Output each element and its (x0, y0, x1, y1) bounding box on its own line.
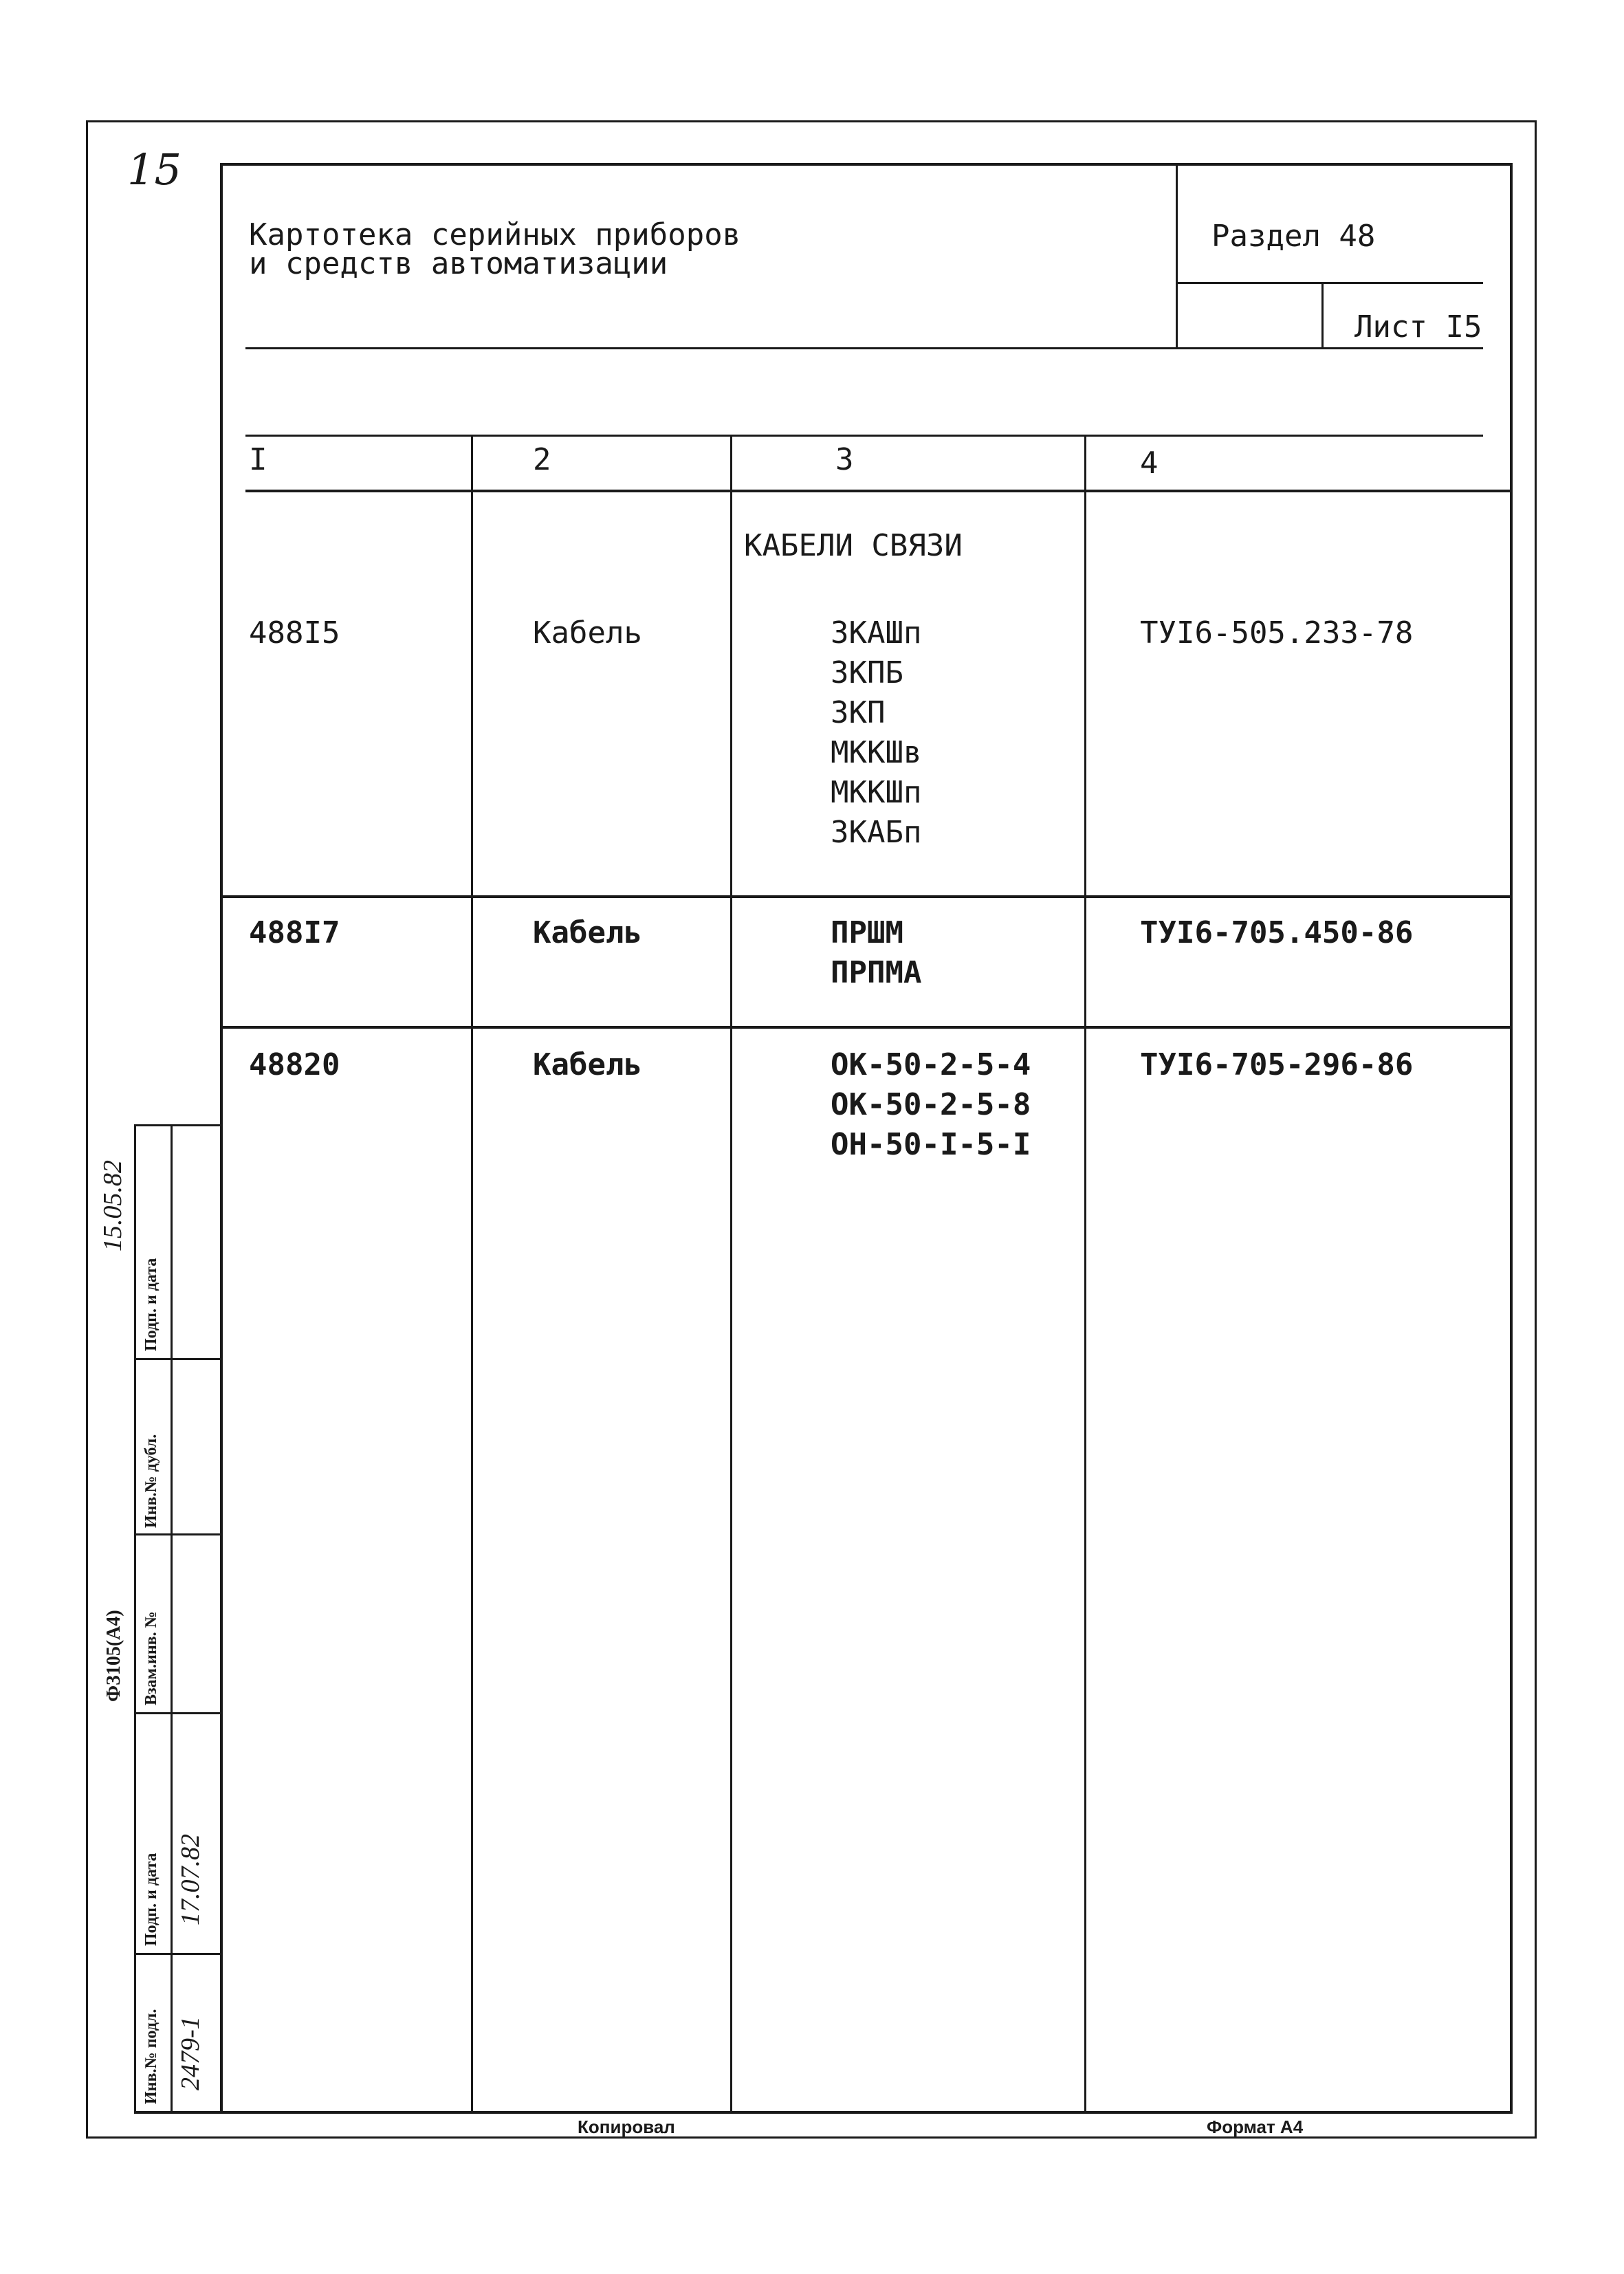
document-title-line1: Картотека серийных приборов (249, 217, 741, 252)
column-divider-1 (471, 435, 473, 2112)
column-header: 4 (1140, 446, 1159, 481)
stamp-label-sign-date: Подп. и дата (142, 1852, 160, 1946)
row-divider (220, 1026, 1513, 1029)
table-cell-spec: ТУI6-705-296-86 (1140, 1047, 1414, 1082)
stamp-label-sign-date-2: Подп. и дата (142, 1258, 160, 1351)
outer-border-right (1535, 120, 1537, 2139)
table-cell-code: 48820 (249, 1047, 340, 1082)
column-header: 2 (533, 442, 551, 477)
row-divider (220, 895, 1513, 898)
page-number: 15 (127, 144, 182, 195)
footer-format: Формат А4 (1207, 2117, 1304, 2137)
header-bottom-line (245, 347, 1483, 349)
table-cell-name: Кабель (533, 1047, 642, 1082)
category-heading: КАБЕЛИ СВЯЗИ (744, 528, 963, 563)
table-cell-spec: ТУI6-705.450-86 (1140, 915, 1414, 950)
column-divider-3 (1084, 435, 1086, 2112)
frame-left (220, 163, 223, 2112)
stamp-label-replacement-inv: Взам.инв. № (142, 1611, 160, 1705)
column-header: I (249, 442, 267, 477)
stamp-label-inv-duplicate: Инв.№ дубл. (142, 1434, 160, 1528)
column-header: 3 (835, 442, 854, 477)
sheet-label: Лист I5 (1354, 309, 1482, 345)
signature-date-1: 17.07.82 (176, 1834, 205, 1925)
signature-date-2: 15.05.82 (98, 1160, 127, 1251)
table-cell-brands: ОК-50-2-5-4 ОК-50-2-5-8 ОН-50-I-5-I (831, 1047, 1031, 1162)
table-cell-code: 488I5 (249, 615, 340, 651)
table-cell-spec: ТУI6-505.233-78 (1140, 615, 1414, 651)
section-line (1177, 282, 1483, 284)
frame-right (1510, 163, 1513, 2112)
inventory-number: 2479-1 (176, 2016, 205, 2090)
table-cell-name: Кабель (533, 915, 642, 950)
sheet-divider (1321, 282, 1324, 349)
outer-border-top (86, 120, 1537, 122)
section-label: Раздел 48 (1211, 219, 1376, 254)
stamp-label-inv-original: Инв.№ подл. (142, 2009, 160, 2104)
header-divider (1176, 163, 1178, 349)
document-title-line2: и средств автоматизации (249, 246, 668, 281)
form-code: ФЗ105(А4) (103, 1610, 124, 1702)
frame-bottom (134, 2111, 1513, 2114)
table-cell-code: 488I7 (249, 915, 340, 950)
table-header-line (245, 490, 1513, 492)
table-cell-brands: ПРШМ ПРПМА (831, 915, 922, 990)
table-top-line (245, 435, 1483, 437)
table-cell-brands: ЗКАШп ЗКПБ ЗКП МККШв МККШп ЗКАБп (831, 615, 922, 850)
frame-top (220, 163, 1513, 166)
footer-copied: Копировал (578, 2117, 675, 2137)
outer-border-bottom (86, 2136, 1537, 2139)
outer-border-left (86, 120, 88, 2139)
column-divider-2 (730, 435, 732, 2112)
table-cell-name: Кабель (533, 615, 642, 651)
